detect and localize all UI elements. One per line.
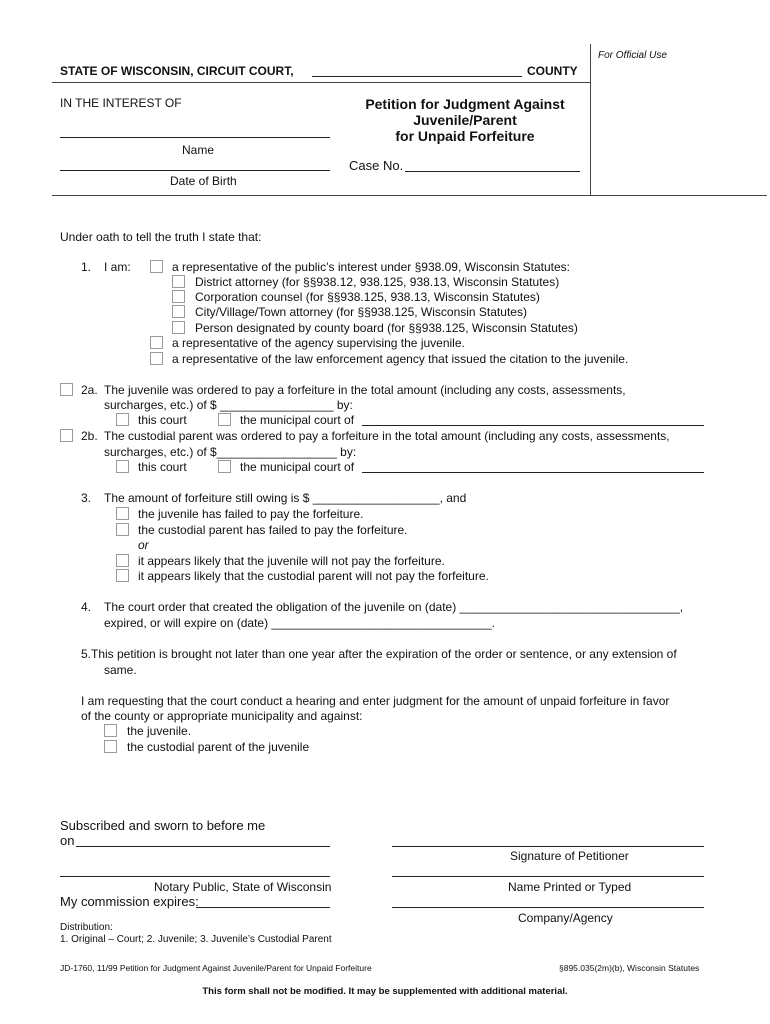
option-juvenile-likely: it appears likely that the juvenile will not pay the forfeiture.: [138, 554, 445, 568]
header-bottom-rule: [52, 195, 767, 196]
checkbox-2b-this-court[interactable]: [116, 460, 129, 473]
option-parent-likely: it appears likely that the custodial parent will not pay the forfeiture.: [138, 569, 489, 583]
option-district-attorney: District attorney (for §§938.12, 938.125, 938.13, Wisconsin Statutes): [195, 275, 560, 289]
subscribed-label: Subscribed and sworn to before me: [60, 818, 266, 833]
section-1-lead: I am:: [104, 260, 131, 274]
2a-municipal-court-field[interactable]: [362, 425, 704, 426]
name-field[interactable]: [60, 137, 330, 138]
option-public-interest: a representative of the public’s interest under §938.09, Wisconsin Statutes:: [172, 260, 571, 274]
section-2a-number: 2a.: [81, 383, 98, 397]
in-interest-label: IN THE INTEREST OF: [60, 96, 182, 110]
section-5-line-2: same.: [104, 663, 137, 677]
company-agency-field[interactable]: [392, 907, 704, 908]
petitioner-signature-field[interactable]: [392, 846, 704, 847]
checkbox-section-2b[interactable]: [60, 429, 73, 442]
checkbox-2a-this-court[interactable]: [116, 413, 129, 426]
circuit-court-field[interactable]: [312, 76, 522, 77]
checkbox-juvenile-likely[interactable]: [116, 554, 129, 567]
checkbox-juvenile-failed[interactable]: [116, 507, 129, 520]
header-top-rule: [52, 82, 590, 83]
dob-field[interactable]: [60, 170, 330, 171]
checkbox-against-parent[interactable]: [104, 740, 117, 753]
request-line-1: I am requesting that the court conduct a hearing and enter judgment for the amount of unpaid forfeiture in favor: [81, 694, 670, 708]
oath-statement: Under oath to tell the truth I state that:: [60, 230, 262, 244]
distribution-label: Distribution:: [60, 922, 113, 933]
section-2b-line-2: surcharges, etc.) of $__________________ by:: [104, 445, 357, 459]
checkbox-town-attorney[interactable]: [172, 305, 185, 318]
company-agency-caption: Company/Agency: [518, 911, 613, 925]
checkbox-2b-municipal-court[interactable]: [218, 460, 231, 473]
name-caption: Name: [182, 143, 215, 157]
2b-municipal-court-field[interactable]: [362, 472, 704, 473]
modification-notice: This form shall not be modified. It may be supplemented with additional material.: [202, 986, 568, 997]
checkbox-2a-municipal-court[interactable]: [218, 413, 231, 426]
option-town-attorney: City/Village/Town attorney (for §§938.125, Wisconsin Statutes): [195, 305, 527, 319]
section-3-line-1: The amount of forfeiture still owing is $ ___________________, and: [104, 491, 467, 505]
petitioner-signature-caption: Signature of Petitioner: [510, 849, 629, 863]
title-line-2: Juvenile/Parent: [413, 112, 517, 128]
option-parent-failed: the custodial parent has failed to pay the forfeiture.: [138, 523, 408, 537]
checkbox-parent-failed[interactable]: [116, 523, 129, 536]
section-4-number: 4.: [81, 600, 92, 614]
option-county-designee: Person designated by county board (for §§938.125, Wisconsin Statutes): [195, 321, 578, 335]
option-corporation-counsel: Corporation counsel (for §§938.125, 938.13, Wisconsin Statutes): [195, 290, 540, 304]
case-no-label: Case No.: [349, 158, 404, 173]
name-printed-caption: Name Printed or Typed: [508, 880, 632, 894]
checkbox-against-juvenile[interactable]: [104, 724, 117, 737]
form-id: JD-1760, 11/99 Petition for Judgment Against Juvenile/Parent for Unpaid Forfeiture: [60, 963, 372, 973]
court-line: STATE OF WISCONSIN, CIRCUIT COURT,: [60, 64, 294, 78]
official-use-divider: [590, 44, 591, 196]
section-5-line-1: 5.This petition is brought not later than one year after the expiration of the order or sentence, or any extension of: [81, 647, 677, 661]
checkbox-parent-likely[interactable]: [116, 569, 129, 582]
section-4-line-1: The court order that created the obligation of the juvenile on (date) _________________________________,: [104, 600, 684, 614]
checkbox-corporation-counsel[interactable]: [172, 290, 185, 303]
section-1-number: 1.: [81, 260, 92, 274]
2b-this-court-label: this court: [138, 460, 187, 474]
option-law-enforcement: a representative of the law enforcement agency that issued the citation to the juvenile.: [172, 352, 629, 366]
name-printed-field[interactable]: [392, 876, 704, 877]
title-line-3: for Unpaid Forfeiture: [395, 128, 535, 144]
section-2b-number: 2b.: [81, 429, 98, 443]
checkbox-public-interest[interactable]: [150, 260, 163, 273]
notary-signature-field[interactable]: [60, 876, 330, 877]
checkbox-county-designee[interactable]: [172, 321, 185, 334]
option-against-juvenile: the juvenile.: [127, 724, 192, 738]
checkbox-supervising-agency[interactable]: [150, 336, 163, 349]
checkbox-district-attorney[interactable]: [172, 275, 185, 288]
form-title: [340, 96, 590, 144]
sworn-date-field[interactable]: [76, 846, 330, 847]
section-2b-line-1: The custodial parent was ordered to pay a forfeiture in the total amount (including any costs, assessments,: [104, 429, 670, 443]
request-line-2: of the county or appropriate municipality and against:: [81, 709, 363, 723]
2b-municipal-court-label: the municipal court of: [240, 460, 355, 474]
option-against-parent: the custodial parent of the juvenile: [127, 740, 310, 754]
section-3-or: or: [138, 538, 149, 552]
commission-label: My commission expires:: [60, 894, 199, 909]
checkbox-section-2a[interactable]: [60, 383, 73, 396]
title-line-1: Petition for Judgment Against: [365, 96, 565, 112]
dob-caption: Date of Birth: [170, 174, 237, 188]
option-supervising-agency: a representative of the agency supervising the juvenile.: [172, 336, 465, 350]
on-label: on: [60, 833, 75, 848]
case-no-field[interactable]: [405, 171, 580, 172]
2a-this-court-label: this court: [138, 413, 187, 427]
notary-caption: Notary Public, State of Wisconsin: [154, 880, 332, 894]
checkbox-law-enforcement[interactable]: [150, 352, 163, 365]
official-use-label: For Official Use: [598, 50, 667, 61]
section-4-line-2: expired, or will expire on (date) _________________________________.: [104, 616, 495, 630]
commission-expires-field[interactable]: [196, 907, 330, 908]
section-2a-line-2: surcharges, etc.) of $ _________________ by:: [104, 398, 353, 412]
2a-municipal-court-label: the municipal court of: [240, 413, 355, 427]
distribution-list: 1. Original – Court; 2. Juvenile; 3. Juvenile’s Custodial Parent: [60, 934, 332, 945]
county-label: COUNTY: [527, 64, 578, 78]
option-juvenile-failed: the juvenile has failed to pay the forfeiture.: [138, 507, 364, 521]
section-3-number: 3.: [81, 491, 92, 505]
statute-reference: §895.035(2m)(b), Wisconsin Statutes: [559, 963, 700, 973]
section-2a-line-1: The juvenile was ordered to pay a forfeiture in the total amount (including any costs, assessments,: [104, 383, 626, 397]
